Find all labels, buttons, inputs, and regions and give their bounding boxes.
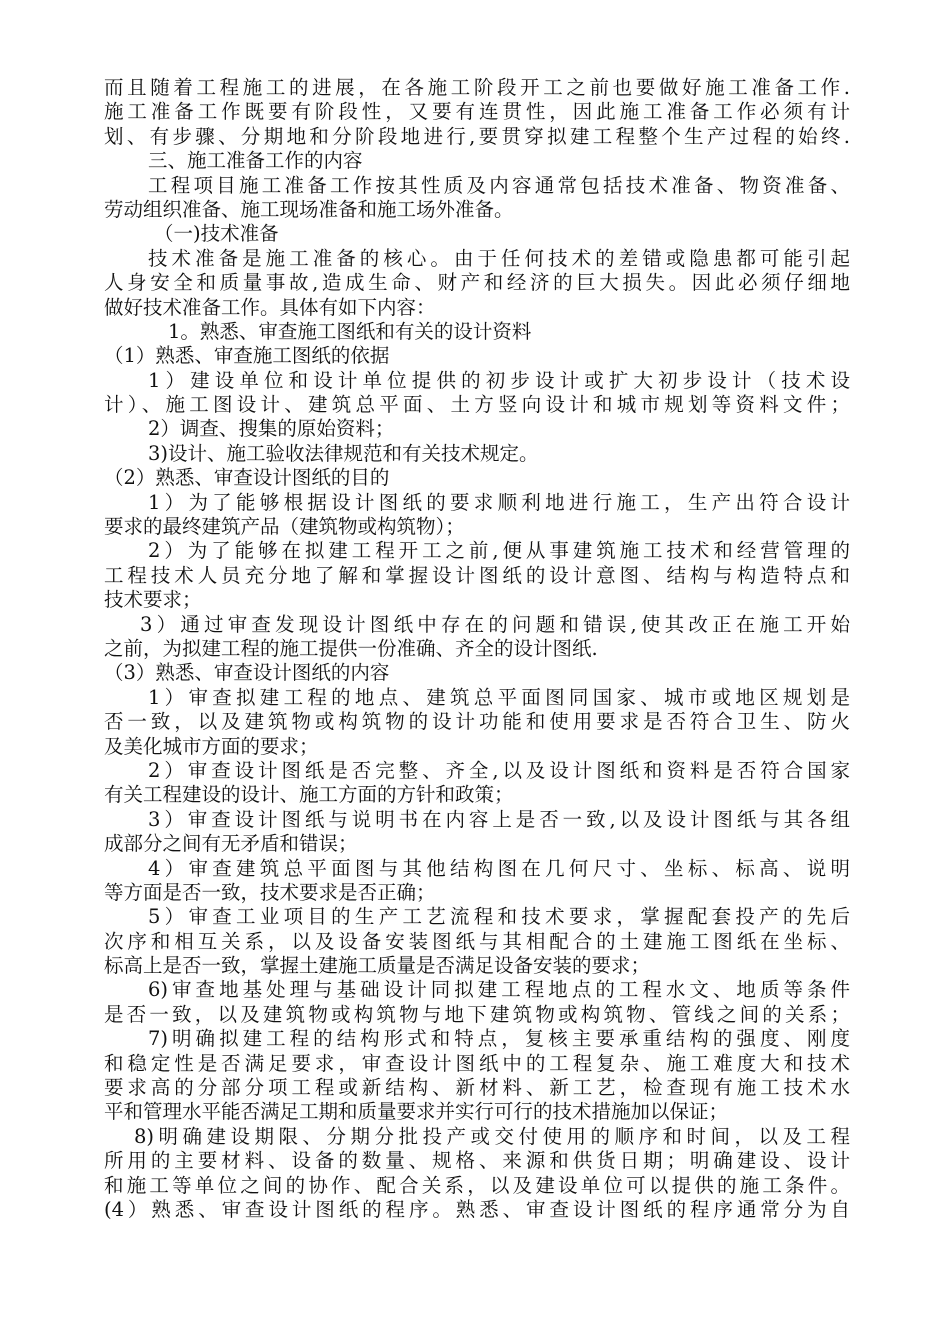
item-heading: （2）熟悉、审查设计图纸的目的: [104, 466, 390, 490]
text-line: 施工准备工作既要有阶段性，又要有连贯性，因此施工准备工作必须有计: [104, 100, 850, 124]
text-line: 而且随着工程施工的进展，在各施工阶段开工之前也要做好施工准备工作.: [104, 76, 850, 99]
text-line: 要求高的分部分项工程或新结构、新材料、新工艺，检查现有施工技术水: [104, 1076, 850, 1100]
text-line: 和施工等单位之间的协作、配合关系，以及建设单位可以提供的施工条件。: [104, 1173, 850, 1197]
text-line: 8)明确建设期限、分期分批投产或交付使用的顺序和时间，以及工程: [134, 1124, 850, 1148]
text-line: 否一致，以及建筑物或构筑物的设计功能和使用要求是否符合卫生、防火: [104, 710, 850, 734]
text-line: 标高上是否一致，掌握土建施工质量是否满足设备安装的要求；: [104, 954, 651, 978]
text-line: 平和管理水平能否满足工期和质量要求并实行可行的技术措施加以保证；: [104, 1100, 729, 1124]
text-line: 3）审查设计图纸与说明书在内容上是否一致,以及设计图纸与其各组: [148, 807, 850, 831]
text-line: 工程项目施工准备工作按其性质及内容通常包括技术准备、物资准备、: [148, 173, 850, 197]
subsection-heading: （一)技术准备: [154, 222, 279, 246]
text-line: 3)设计、施工验收法律规范和有关技术规定。: [148, 441, 539, 465]
text-line: 是否一致，以及建筑物或构筑物与地下建筑物或构筑物、管线之间的关系；: [104, 1002, 850, 1026]
text-line: 有关工程建设的设计、施工方面的方针和政策；: [104, 783, 514, 807]
text-line: 4）审查建筑总平面图与其他结构图在几何尺寸、坐标、标高、说明: [148, 856, 850, 880]
section-heading: 三、施工准备工作的内容: [148, 149, 363, 173]
text-line: 2）调查、搜集的原始资料；: [148, 417, 395, 441]
text-line: (4）熟悉、审查设计图纸的程序。熟悉、审查设计图纸的程序通常分为自: [104, 1197, 850, 1221]
text-line: 划、有步骤、分期地和分阶段地进行,要贯穿拟建工程整个生产过程的始终.: [104, 124, 850, 148]
text-line: 6)审查地基处理与基础设计同拟建工程地点的工程水文、地质等条件: [148, 978, 850, 1002]
text-line: 人身安全和质量事故,造成生命、财产和经济的巨大损失。因此必须仔细地: [104, 271, 850, 295]
text-line: 要求的最终建筑产品（建筑物或构筑物）；: [104, 515, 465, 539]
item-heading: 1。熟悉、审查施工图纸和有关的设计资料: [168, 319, 532, 343]
item-heading: （1）熟悉、审查施工图纸的依据: [104, 344, 390, 368]
text-line: 所用的主要材料、设备的数量、规格、来源和供货日期；明确建设、设计: [104, 1149, 850, 1173]
text-line: 1）建设单位和设计单位提供的初步设计或扩大初步设计（技术设: [148, 368, 850, 392]
text-line: 1）审查拟建工程的地点、建筑总平面图同国家、城市或地区规划是: [148, 685, 850, 709]
text-line: 劳动组织准备、施工现场准备和施工场外准备。: [104, 197, 514, 221]
text-line: 2）为了能够在拟建工程开工之前,便从事建筑施工技术和经营管理的: [148, 539, 850, 563]
text-line: 计）、施工图设计、建筑总平面、土方竖向设计和城市规划等资料文件；: [104, 393, 850, 417]
text-line: 3）通过审查发现设计图纸中存在的问题和错误,使其改正在施工开始: [140, 612, 850, 636]
text-line: 和稳定性是否满足要求，审查设计图纸中的工程复杂、施工难度大和技术: [104, 1051, 850, 1075]
text-line: 工程技术人员充分地了解和掌握设计图纸的设计意图、结构与构造特点和: [104, 563, 850, 587]
text-line: 7)明确拟建工程的结构形式和特点，复核主要承重结构的强度、刚度: [148, 1027, 850, 1051]
text-line: 等方面是否一致，技术要求是否正确；: [104, 880, 436, 904]
item-heading: （3）熟悉、审查设计图纸的内容: [104, 661, 390, 685]
text-line: 之前，为拟建工程的施工提供一份准确、齐全的设计图纸.: [104, 636, 598, 660]
text-line: 成部分之间有无矛盾和错误；: [104, 832, 358, 856]
text-line: 5）审查工业项目的生产工艺流程和技术要求，掌握配套投产的先后: [148, 905, 850, 929]
text-line: 及美化城市方面的要求；: [104, 734, 319, 758]
text-line: 次序和相互关系，以及设备安装图纸与其相配合的土建施工图纸在坐标、: [104, 929, 850, 953]
text-line: 1）为了能够根据设计图纸的要求顺利地进行施工，生产出符合设计: [148, 490, 850, 514]
text-line: 做好技术准备工作。具体有如下内容：: [104, 295, 436, 319]
text-line: 2）审查设计图纸是否完整、齐全,以及设计图纸和资料是否符合国家: [148, 758, 850, 782]
text-line: 技术要求；: [104, 588, 202, 612]
text-line: 技术准备是施工准备的核心。由于任何技术的差错或隐患都可能引起: [148, 246, 850, 270]
